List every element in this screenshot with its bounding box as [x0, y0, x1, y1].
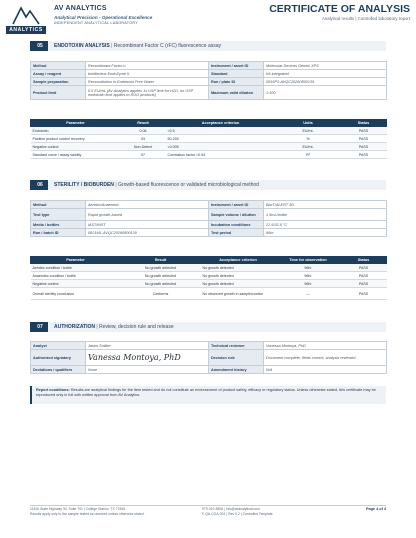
- cell-parameter: Endotoxin: [31, 127, 121, 135]
- column-header: Acceptance criterion: [166, 120, 276, 127]
- section-header-sterility: [30, 180, 386, 190]
- cell-result: Non-Detect: [121, 143, 166, 151]
- info-row: [31, 201, 387, 209]
- cell-parameter: Negative control: [31, 280, 121, 288]
- signature: Vanessa Montoya, PhD: [88, 353, 181, 362]
- info-row: [31, 78, 387, 86]
- table-row: [31, 280, 387, 288]
- info-row: [31, 229, 387, 237]
- table-row: [31, 264, 387, 272]
- info-row: [31, 62, 387, 70]
- footer-divider: [30, 505, 386, 506]
- info-value: 1.5mL/bottle: [264, 209, 387, 221]
- cell-result: 97: [121, 151, 166, 159]
- section-number: 07: [32, 322, 48, 332]
- company-name: AV ANALYTICS: [54, 5, 107, 12]
- info-key: Assay / reagent: [31, 70, 86, 78]
- info-key: Decision rule: [209, 350, 264, 366]
- cell-status: PASS: [341, 264, 387, 272]
- info-value: Document complete, fields correct, analysis reviewed: [264, 350, 387, 366]
- company-logo: [6, 3, 46, 35]
- info-key: Test period: [209, 229, 264, 237]
- cell-criterion: <0.5: [166, 127, 276, 135]
- cell-parameter: Anaerobic condition / bottle: [31, 272, 121, 280]
- section-number: 06: [32, 180, 48, 190]
- column-header: Acceptance criterion: [201, 257, 276, 264]
- info-key: Instrument / asset ID: [209, 201, 264, 209]
- cell-status: PASS: [341, 135, 387, 143]
- section-description: Recombinant Factor C (rFC) fluorescence assay: [113, 43, 222, 49]
- info-value: 1:100: [264, 86, 387, 100]
- cell-criterion: 50-200: [166, 135, 276, 143]
- info-key: Sample preparation: [31, 78, 86, 86]
- info-key: Test type: [31, 209, 86, 221]
- logo-mountain-icon: [12, 3, 40, 25]
- info-value: 96hr: [264, 229, 387, 237]
- cell-units: %: [276, 135, 341, 143]
- info-key: Standard: [209, 70, 264, 78]
- info-value: 0821M1-AVQC20260800139: [86, 229, 209, 237]
- section-description: Growth-based fluorescence or validated microbiological method: [118, 182, 259, 188]
- cell-units: R²: [276, 151, 341, 159]
- section-number: 05: [32, 41, 48, 51]
- document-subtitle: Analytical results | Controlled laboratory report: [321, 16, 410, 21]
- info-key: Deviations / qualifiers: [31, 366, 86, 374]
- column-header: Result: [121, 257, 201, 264]
- info-key: Instrument / asset ID: [209, 62, 264, 70]
- cell-status: PASS: [341, 288, 387, 300]
- info-value: Recombinant Factor-o: [86, 62, 209, 70]
- info-value: Aerobic/Anaerobic: [86, 201, 209, 209]
- info-row: [31, 70, 387, 78]
- info-key: Incubation conditions: [209, 221, 264, 229]
- info-key: Product limit: [31, 86, 86, 100]
- cell-parameter: Standard curve / assay validity: [31, 151, 121, 159]
- section-title: ENDOTOXIN ANALYSIS: [54, 43, 110, 49]
- cell-result: No growth detected: [121, 272, 201, 280]
- info-row: [31, 86, 387, 100]
- info-key: Authorized signatory: [31, 350, 86, 366]
- info-key: Method: [31, 62, 86, 70]
- sterility-results-table: [30, 256, 387, 300]
- info-key: Sample volume / dilution: [209, 209, 264, 221]
- info-key: Run / plate ID: [209, 78, 264, 86]
- info-key: Method: [31, 201, 86, 209]
- table-header-row: [31, 257, 387, 264]
- sterility-info-table: [30, 200, 387, 237]
- cell-status: PASS: [341, 272, 387, 280]
- cell-status: PASS: [341, 280, 387, 288]
- cell-parameter: Negative control: [31, 143, 121, 151]
- page-number: Page 4 of 4: [365, 507, 386, 511]
- cell-result: Conforms: [121, 288, 201, 300]
- cell-parameter: Aerobic condition / bottle: [31, 264, 121, 272]
- endotoxin-info-table: [30, 61, 387, 100]
- analyst-name: Jason Snilker: [86, 342, 209, 350]
- info-row: [31, 221, 387, 229]
- conditions-label: Report conditions:: [36, 388, 70, 392]
- info-row: [31, 342, 387, 350]
- info-value: Kit-integrated: [264, 70, 387, 78]
- section-title: STERILITY / BIOBURDEN: [54, 182, 114, 188]
- section-separator: |: [96, 324, 98, 330]
- cell-criterion: No observed growth in sample/control: [201, 288, 276, 300]
- conditions-text: Results are analytical findings for the item tested and do not constitute an endorsement of product safety, efficacy or regulatory status. Unless otherwise stated, this certificate may be reproduced only in full with written approval from AV Analytics.: [36, 388, 376, 397]
- column-header: Status: [341, 120, 387, 127]
- info-value: Molecular Devices Gemini XPS: [264, 62, 387, 70]
- section-description: Review, decision rule and release: [99, 324, 174, 330]
- info-value: 0816P3-AVQC20260800139: [264, 78, 387, 86]
- section-separator: |: [111, 43, 113, 49]
- cell-criterion: Correlation factor >0.94: [166, 151, 276, 159]
- column-header: Status: [341, 257, 387, 264]
- report-conditions: [30, 386, 386, 404]
- column-header: Parameter: [31, 120, 121, 127]
- info-value: bioMerieux EndoZyme II: [86, 70, 209, 78]
- info-value: None: [86, 366, 209, 374]
- table-row: [31, 135, 387, 143]
- info-value: iAST/iNST: [86, 221, 209, 229]
- cell-parameter: Positive product control recovery: [31, 135, 121, 143]
- cell-result: No growth detected: [121, 264, 201, 272]
- info-key: Run / batch ID: [31, 229, 86, 237]
- info-row: [31, 366, 387, 374]
- info-key: Amendment history: [209, 366, 264, 374]
- reviewer-name: Vanessa Montoya, PhD: [264, 342, 387, 350]
- company-subline: INDEPENDENT ANALYTICAL LABORATORY: [54, 21, 138, 25]
- cell-criterion: No growth detected: [201, 264, 276, 272]
- cell-parameter: Overall sterility conclusion: [31, 288, 121, 300]
- cell-status: PASS: [341, 151, 387, 159]
- column-header: Time for observation: [276, 257, 341, 264]
- cell-time: 96hr: [276, 272, 341, 280]
- info-row: [31, 350, 387, 366]
- section-header-endotoxin: [30, 41, 386, 51]
- footer-form-id: F-QA-COA-001 | Rev 0.2 | Controlled Template: [202, 512, 273, 516]
- cell-result: 93: [121, 135, 166, 143]
- cell-units: EU/mL: [276, 127, 341, 135]
- cell-status: PASS: [341, 143, 387, 151]
- info-key: Analyst: [31, 342, 86, 350]
- cell-time: —: [276, 288, 341, 300]
- cell-time: 96hr: [276, 264, 341, 272]
- cell-criterion: No growth detected: [201, 280, 276, 288]
- cell-result: No growth detected: [121, 280, 201, 288]
- table-row: [31, 288, 387, 300]
- document-title: CERTIFICATE OF ANALYSIS: [269, 3, 410, 15]
- section-separator: |: [115, 182, 117, 188]
- table-row: [31, 272, 387, 280]
- info-value: Rapid growth-based: [86, 209, 209, 221]
- cell-criterion: <0.005: [166, 143, 276, 151]
- info-value: BacT/ALERT 3D: [264, 201, 387, 209]
- column-header: Result: [121, 120, 166, 127]
- logo-wordmark: ANALYTICS: [6, 26, 46, 34]
- table-row: [31, 151, 387, 159]
- info-value: Reconstitution in Endotoxin Free Water: [86, 78, 209, 86]
- cell-criterion: No growth detected: [201, 272, 276, 280]
- column-header: Units: [276, 120, 341, 127]
- info-key: Maximum valid dilution: [209, 86, 264, 100]
- cell-time: 96hr: [276, 280, 341, 288]
- cell-units: EU/mL: [276, 143, 341, 151]
- info-key: Technical reviewer: [209, 342, 264, 350]
- cell-result: 0.06: [121, 127, 166, 135]
- info-value: 0.5 EU/mL [AV Analytics applies 1x USP limit for H2O, no USP endotoxin limit applies to RUO products]: [86, 86, 209, 100]
- footer-address: 11400 State Highway 30, Suite 701 | College Station, TX 77845: [30, 507, 126, 511]
- footer-note: Results apply only to the sample tested as received unless otherwise stated.: [30, 512, 145, 516]
- table-row: [31, 127, 387, 135]
- info-value: N/A: [264, 366, 387, 374]
- info-value: 22.5/32.5 °C: [264, 221, 387, 229]
- column-header: Parameter: [31, 257, 121, 264]
- footer-contact: 979-319-5808 | info@avanalytical.com: [202, 507, 260, 511]
- info-key: Media / bottles: [31, 221, 86, 229]
- company-tagline: Analytical Precision - Operational Excellence: [54, 15, 153, 20]
- table-header-row: [31, 120, 387, 127]
- report-header: [0, 0, 416, 36]
- endotoxin-results-table: [30, 119, 387, 159]
- table-row: [31, 143, 387, 151]
- section-title: AUTHORIZATION: [54, 324, 96, 330]
- cell-status: PASS: [341, 127, 387, 135]
- info-row: [31, 209, 387, 221]
- authorization-table: [30, 341, 387, 374]
- section-header-authorization: [30, 322, 386, 332]
